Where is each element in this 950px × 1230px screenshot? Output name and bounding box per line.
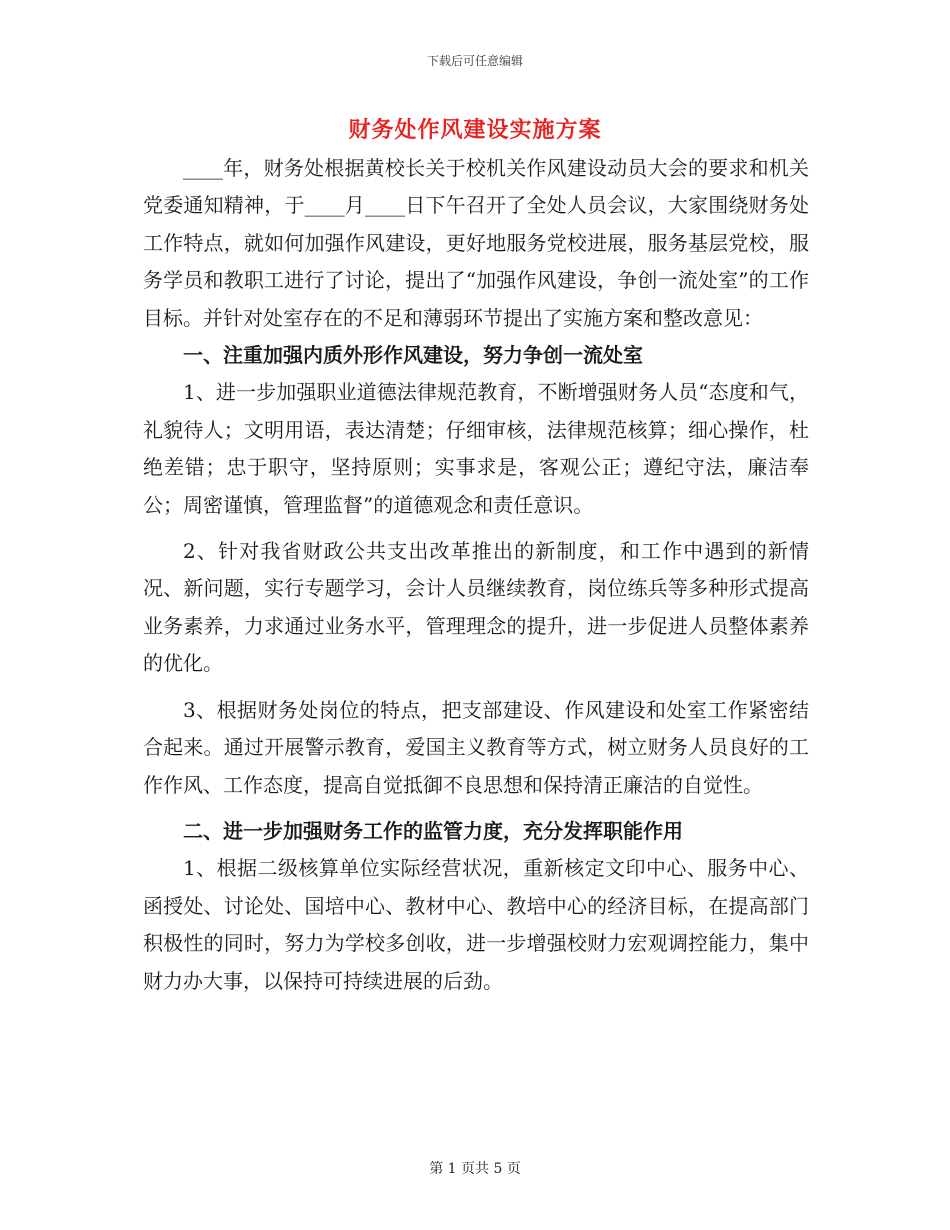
section-heading-1: 一、注重加强内质外形作风建设，努力争创一流处室 [183, 343, 643, 368]
page-number: 第 1 页共 5 页 [429, 1161, 521, 1177]
section-1-item-3: 3、根据财务处岗位的特点，把支部建设、作风建设和处室工作紧密结合起来。通过开展警示教育，爱国主义教育等方式，树立财务人员良好的工作作风、工作态度，提高自觉抵御不良思想和保持清正廉洁的自觉性。 [143, 697, 809, 797]
page-header-note: 下载后可任意编辑 [426, 54, 523, 68]
section-1-item-1: 1、进一步加强职业道德法律规范教育，不断增强财务人员“态度和气，礼貌待人；文明用语，表达清楚；仔细审核，法律规范核算；细心操作，杜绝差错；忠于职守，坚持原则；实事求是，客观公正；遵纪守法，廉洁奉公；周密谨慎，管理监督”的道德观念和责任意识。 [143, 380, 809, 517]
section-2-item-1: 1、根据二级核算单位实际经营状况，重新核定文印中心、服务中心、函授处、讨论处、国培中心、教材中心、教培中心的经济目标，在提高部门积极性的同时，努力为学校多创收，进一步增强校财力宏观调控能力，集中财力办大事，以保持可持续进展的后劲。 [143, 856, 809, 993]
intro-paragraph: ____年，财务处根据黄校长关于校机关作风建设动员大会的要求和机关党委通知精神，于____月____日下午召开了全处人员会议，大家围绕财务处工作特点，就如何加强作风建设，更好地服务党校进展，服务基层党校，服务学员和教职工进行了讨论，提出了“加强作风建设，争创一流处室”的工作目标。并针对处室存在的不足和薄弱环节提出了实施方案和整改意见： [143, 156, 809, 330]
section-1-item-2: 2、针对我省财政公共支出改革推出的新制度，和工作中遇到的新情况、新问题，实行专题学习，会计人员继续教育，岗位练兵等多种形式提高业务素养，力求通过业务水平，管理理念的提升，进一步促进人员整体素养的优化。 [143, 539, 809, 676]
document-body [143, 150, 809, 1000]
section-heading-2: 二、进一步加强财务工作的监管力度，充分发挥职能作用 [183, 818, 683, 843]
document-title: 财务处作风建设实施方案 [348, 117, 602, 143]
